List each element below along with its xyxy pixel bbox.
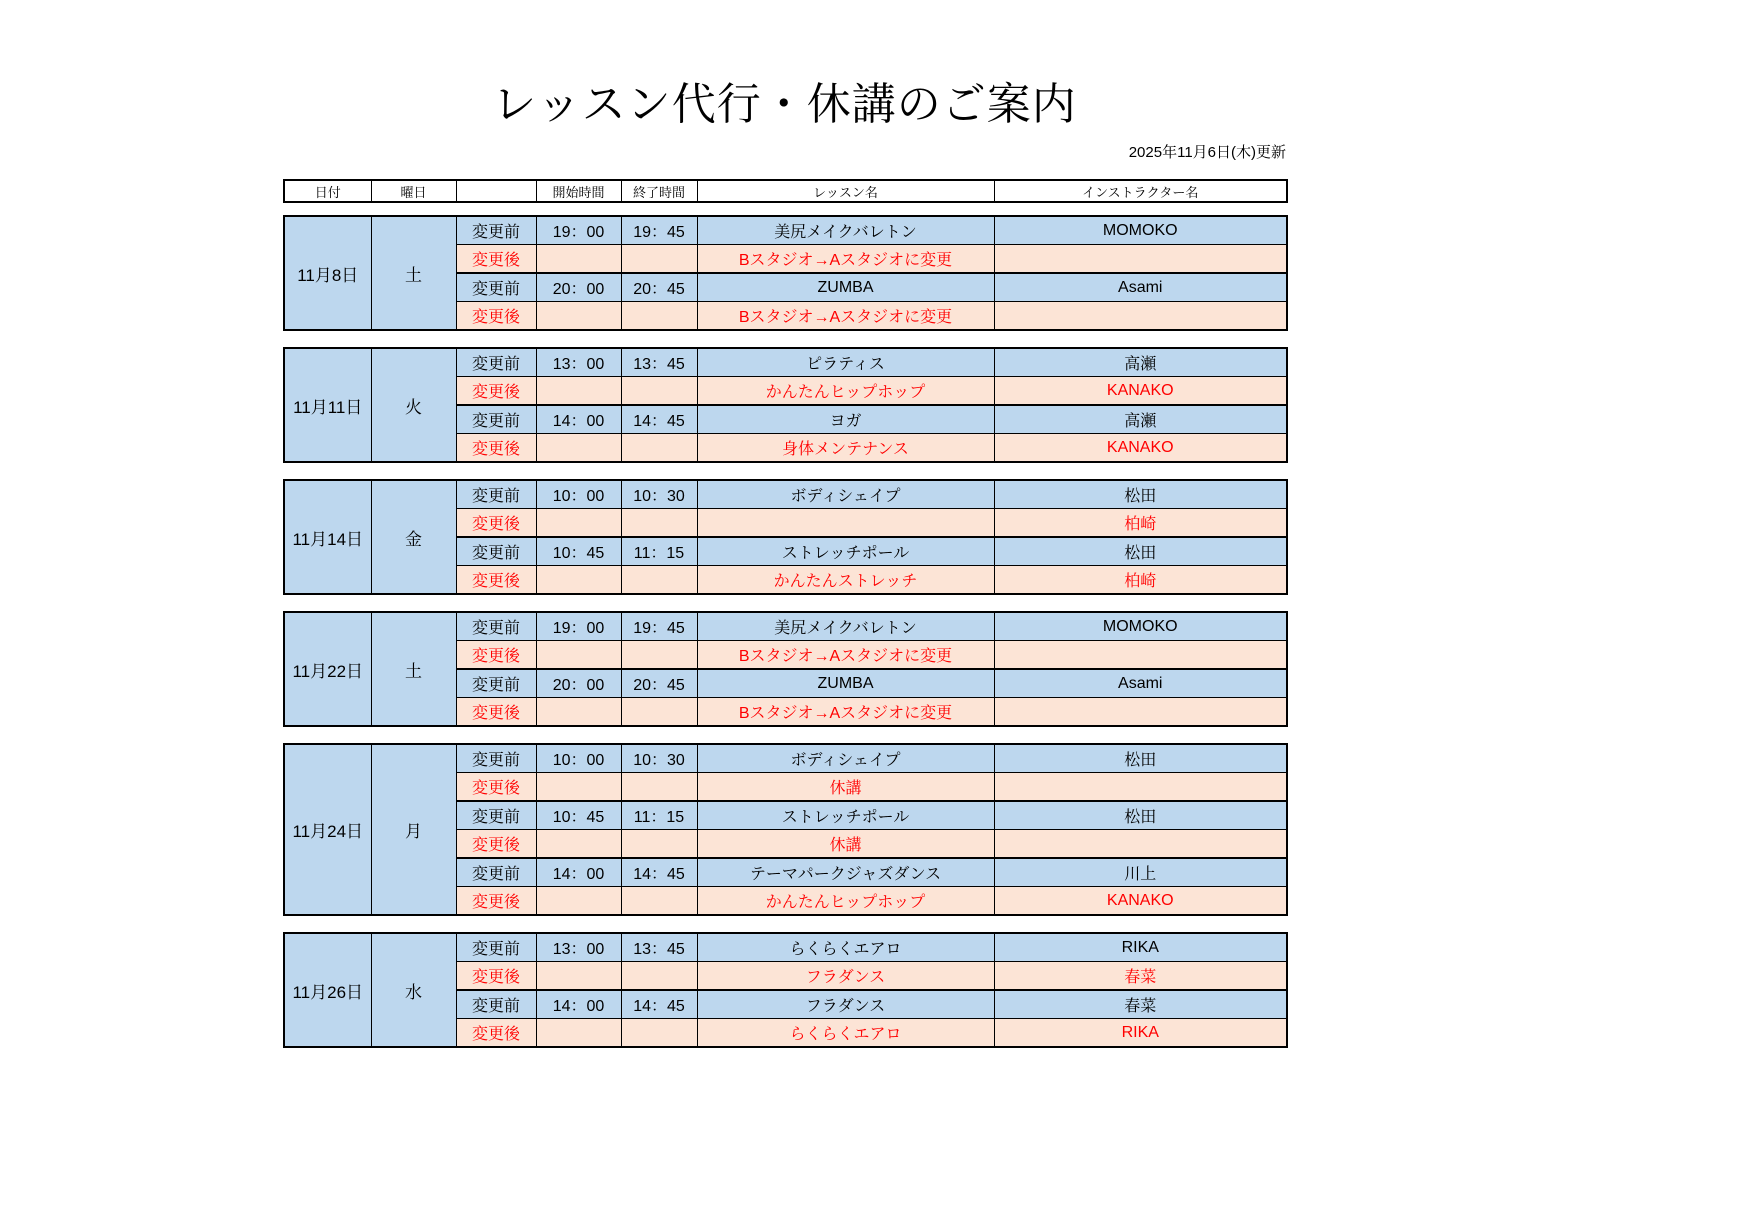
instructor-cell: Asami <box>994 669 1287 698</box>
day-cell: 土 <box>371 612 456 726</box>
instructor-cell: 柏崎 <box>994 509 1287 538</box>
column-header-end-time: 終了時間 <box>621 180 697 202</box>
lesson-name-cell: 身体メンテナンス <box>697 434 994 463</box>
instructor-cell: 春菜 <box>994 962 1287 991</box>
start-time-cell: 10：45 <box>536 537 621 566</box>
column-header-date: 日付 <box>284 180 371 202</box>
day-cell: 金 <box>371 480 456 594</box>
start-time-cell <box>536 302 621 331</box>
end-time-cell: 10：30 <box>621 480 697 509</box>
date-cell: 11月11日 <box>284 348 371 462</box>
end-time-cell: 10：30 <box>621 744 697 773</box>
lesson-name-cell: らくらくエアロ <box>697 933 994 962</box>
change-before-label: 変更前 <box>456 744 536 773</box>
end-time-cell: 14：45 <box>621 858 697 887</box>
instructor-cell: MOMOKO <box>994 216 1287 245</box>
schedule-block <box>283 479 1288 595</box>
instructor-cell <box>994 641 1287 670</box>
lesson-name-cell: ピラティス <box>697 348 994 377</box>
end-time-cell <box>621 887 697 916</box>
end-time-cell: 11：15 <box>621 801 697 830</box>
lesson-name-cell: Bスタジオ→Aスタジオに変更 <box>697 245 994 274</box>
change-after-label: 変更後 <box>456 698 536 727</box>
notice-content <box>283 0 1286 1048</box>
change-before-label: 変更前 <box>456 405 536 434</box>
change-after-label: 変更後 <box>456 245 536 274</box>
end-time-cell: 20：45 <box>621 273 697 302</box>
start-time-cell: 14：00 <box>536 990 621 1019</box>
instructor-cell: 高瀬 <box>994 348 1287 377</box>
lesson-name-cell: 美尻メイクバレトン <box>697 612 994 641</box>
lesson-name-cell: テーマパークジャズダンス <box>697 858 994 887</box>
before-row <box>284 348 1287 377</box>
instructor-cell: RIKA <box>994 933 1287 962</box>
day-cell: 土 <box>371 216 456 330</box>
end-time-cell <box>621 962 697 991</box>
instructor-cell <box>994 773 1287 802</box>
day-cell: 火 <box>371 348 456 462</box>
start-time-cell <box>536 641 621 670</box>
end-time-cell <box>621 302 697 331</box>
instructor-cell: 松田 <box>994 480 1287 509</box>
start-time-cell <box>536 887 621 916</box>
start-time-cell: 13：00 <box>536 933 621 962</box>
start-time-cell <box>536 698 621 727</box>
day-cell: 水 <box>371 933 456 1047</box>
start-time-cell: 10：45 <box>536 801 621 830</box>
before-row <box>284 744 1287 773</box>
lesson-name-cell: ストレッチポール <box>697 537 994 566</box>
change-before-label: 変更前 <box>456 480 536 509</box>
lesson-name-cell: Bスタジオ→Aスタジオに変更 <box>697 302 994 331</box>
instructor-cell: RIKA <box>994 1019 1287 1048</box>
end-time-cell: 20：45 <box>621 669 697 698</box>
change-after-label: 変更後 <box>456 434 536 463</box>
change-after-label: 変更後 <box>456 641 536 670</box>
end-time-cell <box>621 1019 697 1048</box>
lesson-name-cell: ZUMBA <box>697 273 994 302</box>
lesson-name-cell: 休講 <box>697 773 994 802</box>
change-after-label: 変更後 <box>456 1019 536 1048</box>
date-cell: 11月24日 <box>284 744 371 915</box>
column-header-lesson-name: レッスン名 <box>697 180 994 202</box>
column-header-start-time: 開始時間 <box>536 180 621 202</box>
start-time-cell <box>536 245 621 274</box>
schedule-block <box>283 932 1288 1048</box>
instructor-cell: KANAKO <box>994 887 1287 916</box>
end-time-cell <box>621 830 697 859</box>
change-before-label: 変更前 <box>456 990 536 1019</box>
change-before-label: 変更前 <box>456 216 536 245</box>
date-cell: 11月26日 <box>284 933 371 1047</box>
start-time-cell <box>536 830 621 859</box>
start-time-cell <box>536 434 621 463</box>
start-time-cell: 14：00 <box>536 405 621 434</box>
date-cell: 11月22日 <box>284 612 371 726</box>
lesson-name-cell: ストレッチポール <box>697 801 994 830</box>
change-after-label: 変更後 <box>456 830 536 859</box>
lesson-name-cell <box>697 509 994 538</box>
instructor-cell <box>994 245 1287 274</box>
instructor-cell: MOMOKO <box>994 612 1287 641</box>
change-before-label: 変更前 <box>456 348 536 377</box>
start-time-cell: 20：00 <box>536 669 621 698</box>
instructor-cell: 松田 <box>994 537 1287 566</box>
before-row <box>284 480 1287 509</box>
end-time-cell <box>621 641 697 670</box>
lesson-name-cell: フラダンス <box>697 990 994 1019</box>
lesson-name-cell: 休講 <box>697 830 994 859</box>
change-after-label: 変更後 <box>456 566 536 595</box>
start-time-cell: 13：00 <box>536 348 621 377</box>
start-time-cell: 10：00 <box>536 480 621 509</box>
change-before-label: 変更前 <box>456 612 536 641</box>
date-cell: 11月14日 <box>284 480 371 594</box>
lesson-name-cell: Bスタジオ→Aスタジオに変更 <box>697 641 994 670</box>
start-time-cell <box>536 566 621 595</box>
lesson-name-cell: Bスタジオ→Aスタジオに変更 <box>697 698 994 727</box>
start-time-cell: 19：00 <box>536 216 621 245</box>
schedule-block <box>283 611 1288 727</box>
change-after-label: 変更後 <box>456 962 536 991</box>
end-time-cell: 14：45 <box>621 990 697 1019</box>
instructor-cell: 柏崎 <box>994 566 1287 595</box>
schedule-blocks <box>283 215 1286 1048</box>
change-before-label: 変更前 <box>456 801 536 830</box>
instructor-cell: 松田 <box>994 801 1287 830</box>
schedule-block <box>283 347 1288 463</box>
lesson-name-cell: かんたんヒップホップ <box>697 887 994 916</box>
start-time-cell <box>536 962 621 991</box>
schedule-block <box>283 743 1288 916</box>
change-after-label: 変更後 <box>456 377 536 406</box>
start-time-cell: 14：00 <box>536 858 621 887</box>
instructor-cell: 川上 <box>994 858 1287 887</box>
change-after-label: 変更後 <box>456 509 536 538</box>
before-row <box>284 216 1287 245</box>
start-time-cell: 19：00 <box>536 612 621 641</box>
end-time-cell: 14：45 <box>621 405 697 434</box>
lesson-name-cell: ヨガ <box>697 405 994 434</box>
start-time-cell <box>536 773 621 802</box>
end-time-cell <box>621 698 697 727</box>
change-before-label: 変更前 <box>456 537 536 566</box>
start-time-cell: 20：00 <box>536 273 621 302</box>
start-time-cell: 10：00 <box>536 744 621 773</box>
schedule-header-row <box>283 179 1288 203</box>
header-row <box>284 180 1287 202</box>
lesson-name-cell: ZUMBA <box>697 669 994 698</box>
day-cell: 月 <box>371 744 456 915</box>
change-before-label: 変更前 <box>456 933 536 962</box>
instructor-cell <box>994 302 1287 331</box>
column-header-blank <box>456 180 536 202</box>
instructor-cell: 高瀬 <box>994 405 1287 434</box>
lesson-name-cell: かんたんヒップホップ <box>697 377 994 406</box>
end-time-cell <box>621 245 697 274</box>
end-time-cell: 19：45 <box>621 612 697 641</box>
schedule-block <box>283 215 1288 331</box>
start-time-cell <box>536 377 621 406</box>
start-time-cell <box>536 1019 621 1048</box>
end-time-cell <box>621 566 697 595</box>
lesson-name-cell: 美尻メイクバレトン <box>697 216 994 245</box>
end-time-cell <box>621 773 697 802</box>
lesson-name-cell: フラダンス <box>697 962 994 991</box>
before-row <box>284 612 1287 641</box>
column-header-day: 曜日 <box>371 180 456 202</box>
before-row <box>284 933 1287 962</box>
date-cell: 11月8日 <box>284 216 371 330</box>
instructor-cell <box>994 698 1287 727</box>
end-time-cell: 13：45 <box>621 348 697 377</box>
end-time-cell <box>621 509 697 538</box>
end-time-cell: 19：45 <box>621 216 697 245</box>
change-after-label: 変更後 <box>456 773 536 802</box>
instructor-cell: KANAKO <box>994 434 1287 463</box>
update-date: 2025年11月6日(木)更新 <box>1128 144 1286 161</box>
change-before-label: 変更前 <box>456 858 536 887</box>
start-time-cell <box>536 509 621 538</box>
change-before-label: 変更前 <box>456 669 536 698</box>
change-after-label: 変更後 <box>456 302 536 331</box>
lesson-name-cell: ボディシェイプ <box>697 480 994 509</box>
end-time-cell: 11：15 <box>621 537 697 566</box>
instructor-cell <box>994 830 1287 859</box>
instructor-cell: 松田 <box>994 744 1287 773</box>
end-time-cell <box>621 434 697 463</box>
change-before-label: 変更前 <box>456 273 536 302</box>
lesson-name-cell: らくらくエアロ <box>697 1019 994 1048</box>
lesson-name-cell: かんたんストレッチ <box>697 566 994 595</box>
end-time-cell <box>621 377 697 406</box>
page-title: レッスン代行・休講のご案内 <box>492 80 1077 129</box>
lesson-name-cell: ボディシェイプ <box>697 744 994 773</box>
instructor-cell: 春菜 <box>994 990 1287 1019</box>
column-header-instructor-name: インストラクター名 <box>994 180 1287 202</box>
instructor-cell: KANAKO <box>994 377 1287 406</box>
end-time-cell: 13：45 <box>621 933 697 962</box>
change-after-label: 変更後 <box>456 887 536 916</box>
instructor-cell: Asami <box>994 273 1287 302</box>
